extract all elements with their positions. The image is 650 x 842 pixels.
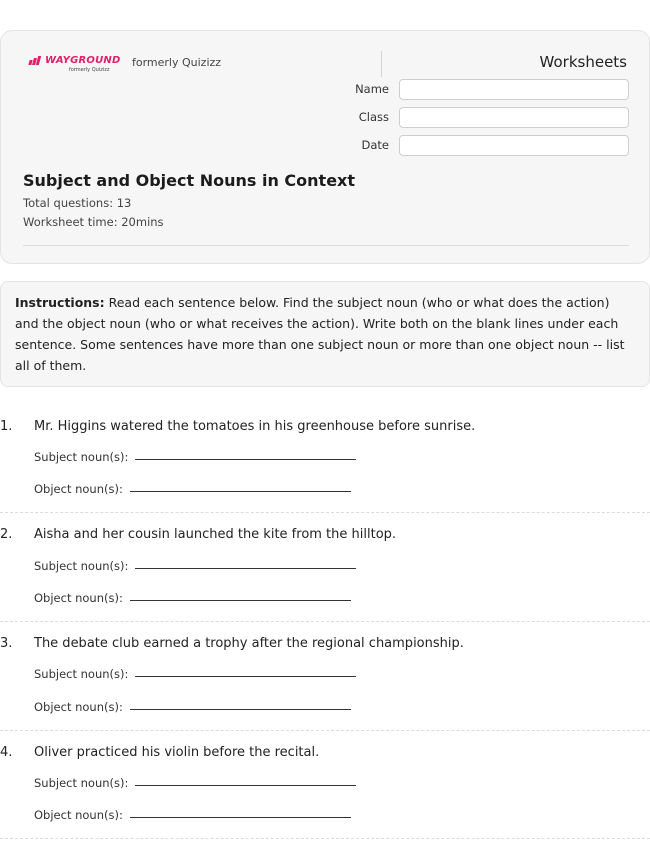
subject-label: Subject noun(s): bbox=[34, 776, 129, 790]
subject-answer-line[interactable] bbox=[135, 676, 356, 677]
object-answer-line[interactable] bbox=[130, 491, 351, 492]
wayground-logo bbox=[29, 55, 121, 73]
header-divider bbox=[381, 51, 382, 77]
question-separator bbox=[0, 621, 650, 622]
worksheet-title: Subject and Object Nouns in Context bbox=[23, 171, 356, 190]
question-separator bbox=[0, 730, 650, 731]
question-number: 1. bbox=[0, 419, 13, 434]
question-separator bbox=[0, 512, 650, 513]
date-label: Date bbox=[361, 138, 389, 152]
subject-label: Subject noun(s): bbox=[34, 667, 129, 681]
question-number: 2. bbox=[0, 527, 13, 542]
object-label: Object noun(s): bbox=[34, 808, 123, 822]
logo-subtext: formerly Quizizz bbox=[69, 67, 110, 73]
class-field-row bbox=[341, 106, 629, 128]
header-rule bbox=[23, 245, 629, 246]
object-answer-line[interactable] bbox=[130, 817, 351, 818]
question-text: The debate club earned a trophy after the regional championship. bbox=[34, 636, 464, 651]
worksheet-time: Worksheet time: 20mins bbox=[23, 215, 164, 229]
subject-answer-line[interactable] bbox=[135, 459, 356, 460]
class-field[interactable] bbox=[399, 107, 629, 128]
subject-label: Subject noun(s): bbox=[34, 559, 129, 573]
object-label: Object noun(s): bbox=[34, 700, 123, 714]
logo-text: WAYGROUND bbox=[45, 55, 121, 66]
object-answer bbox=[34, 482, 351, 496]
name-field-row bbox=[341, 78, 629, 100]
question-number: 4. bbox=[0, 745, 13, 760]
question-text: Mr. Higgins watered the tomatoes in his greenhouse before sunrise. bbox=[34, 419, 476, 434]
object-label: Object noun(s): bbox=[34, 591, 123, 605]
class-label: Class bbox=[358, 110, 389, 124]
formerly-label: formerly Quizizz bbox=[132, 56, 222, 69]
subject-label: Subject noun(s): bbox=[34, 450, 129, 464]
question-text: Oliver practiced his violin before the recital. bbox=[34, 745, 320, 760]
object-answer bbox=[34, 700, 351, 714]
name-label: Name bbox=[355, 82, 389, 96]
worksheet-header bbox=[0, 30, 650, 264]
instructions-box bbox=[0, 281, 650, 387]
date-field-row bbox=[341, 134, 629, 156]
object-answer bbox=[34, 591, 351, 605]
subject-answer-line[interactable] bbox=[135, 785, 356, 786]
subject-answer bbox=[34, 450, 356, 464]
object-answer-line[interactable] bbox=[130, 709, 351, 710]
object-answer bbox=[34, 808, 351, 822]
object-label: Object noun(s): bbox=[34, 482, 123, 496]
name-field[interactable] bbox=[399, 79, 629, 100]
sheet-type-label: Worksheets bbox=[539, 53, 627, 71]
subject-answer bbox=[34, 559, 356, 573]
subject-answer bbox=[34, 776, 356, 790]
question-number: 3. bbox=[0, 636, 13, 651]
subject-answer-line[interactable] bbox=[135, 568, 356, 569]
question-text: Aisha and her cousin launched the kite from the hilltop. bbox=[34, 527, 397, 542]
subject-answer bbox=[34, 667, 356, 681]
instructions-label: Instructions: bbox=[15, 295, 105, 310]
instructions-text: Read each sentence below. Find the subject noun (who or what does the action) and the object noun (who or what receives the action). Write both on the blank lines under each sentence. Some sentences have more than one subject noun or more than one object noun -- list all of them. bbox=[15, 295, 625, 373]
logo-mark-icon bbox=[29, 56, 43, 65]
date-field[interactable] bbox=[399, 135, 629, 156]
total-questions: Total questions: 13 bbox=[23, 196, 132, 210]
object-answer-line[interactable] bbox=[130, 600, 351, 601]
question-separator bbox=[0, 838, 650, 839]
